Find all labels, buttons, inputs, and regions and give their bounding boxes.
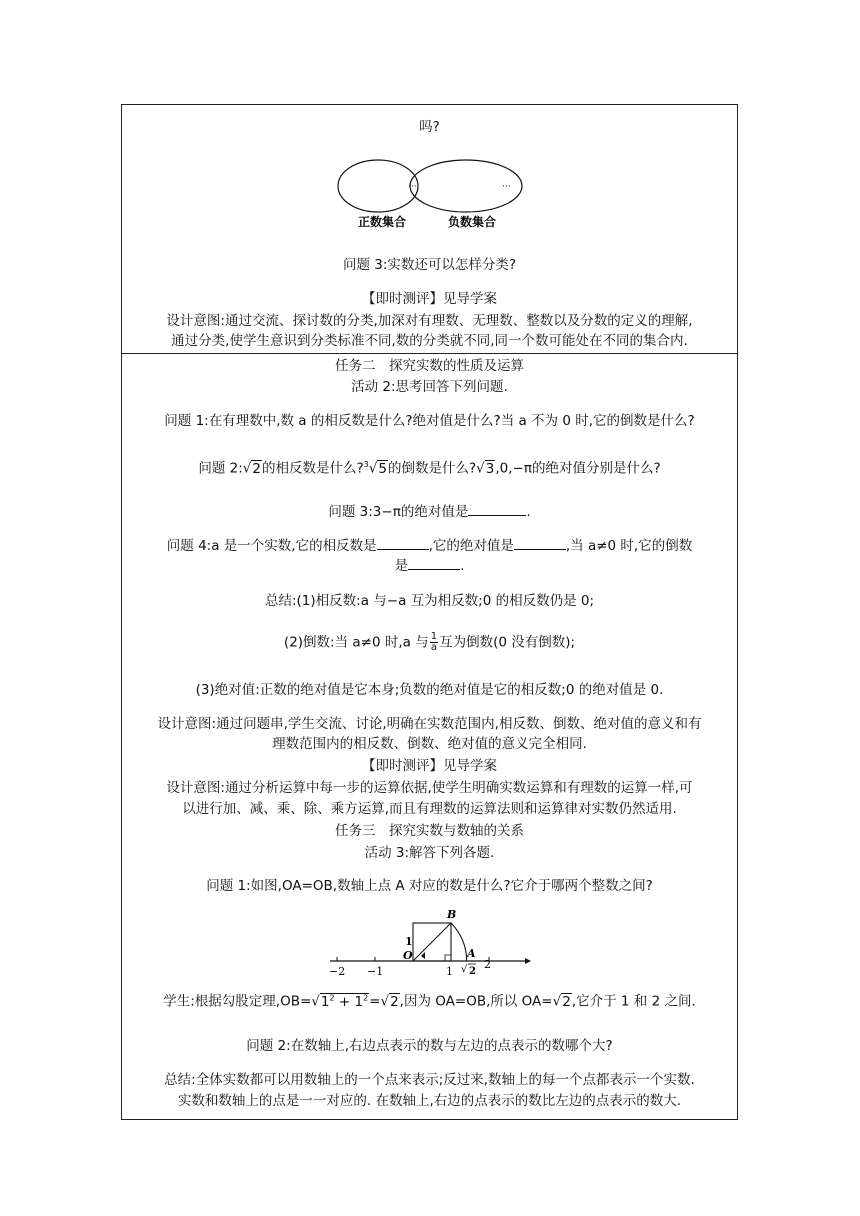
row-divider xyxy=(121,353,738,354)
arc-B-to-A xyxy=(451,923,467,961)
positive-set-label: 正数集合 xyxy=(358,215,407,229)
number-line-figure xyxy=(325,903,535,979)
tick-label-minus1: −1 xyxy=(367,965,384,978)
ma-text: 吗? xyxy=(419,119,440,135)
s2-intent1-line1: 设计意图:通过问题串,学生交流、讨论,明确在实数范围内,相反数、倒数、绝对值的意义和有 xyxy=(157,716,702,732)
s2-question-3: 问题 3:3−π的绝对值是 . xyxy=(328,504,531,520)
answer-blank[interactable] xyxy=(408,557,460,570)
sqrt2-radical: √ xyxy=(461,964,468,975)
s3-summary-line1: 总结:全体实数都可以用数轴上的一个点来表示;反过来,数轴上的每一个点都表示一个实数. xyxy=(164,1072,695,1088)
answer-blank[interactable] xyxy=(377,537,429,550)
s1-intent-line2: 通过分类,使学生意识到分类标准不同,数的分类就不同,同一个数可能处在不同的集合内. xyxy=(171,333,688,349)
answer-blank[interactable] xyxy=(468,503,526,516)
tick-label-1: 1 xyxy=(446,965,453,978)
s3-question-1: 问题 1:如图,OA=OB,数轴上点 A 对应的数是什么?它介于哪两个整数之间? xyxy=(206,878,653,894)
s2-intent2-line1: 设计意图:通过分析运算中每一步的运算依据,使学生明确实数运算和有理数的运算一样,可 xyxy=(166,780,693,796)
s2-question-4-line1: 问题 4:a 是一个实数,它的相反数是 ,它的绝对值是 ,当 a≠0 时,它的倒数 xyxy=(166,538,693,554)
s1-intent-line1: 设计意图:通过交流、探讨数的分类,加深对有理数、无理数、整数以及分数的定义的理解, xyxy=(166,313,693,329)
right-angle-mark xyxy=(445,955,451,961)
positive-set-ellipse xyxy=(338,160,418,212)
tick-label-2: 2 xyxy=(484,958,491,971)
s2-question-2: 问题 2:√2的相反数是什么?$^3$√5的倒数是什么?√3,0,−π的绝对值分别是什么? xyxy=(198,460,661,477)
summary-3: (3)绝对值:正数的绝对值是它本身;负数的绝对值是它的相反数;0 的绝对值是 0. xyxy=(195,682,664,698)
task-three-title: 任务三 探究实数与数轴的关系 xyxy=(335,823,524,839)
s2-intent1-line2: 理数范围内的相反数、倒数、绝对值的意义完全相同. xyxy=(272,736,587,752)
summary-2: (2)倒数:当 a≠0 时,a 与 $\frac{1}{a}$ 互为倒数(0 没有倒数); xyxy=(283,631,576,653)
origin-label: O xyxy=(403,949,413,962)
s2-question-1: 问题 1:在有理数中,数 a 的相反数是什么?绝对值是什么?当 a 不为 0 时,它的倒数是什么? xyxy=(164,413,695,429)
summary-1: 总结:(1)相反数:a 与−a 互为相反数;0 的相反数仍是 0; xyxy=(264,593,595,609)
venn-dots-left: ··· xyxy=(408,182,417,192)
venn-dots-right: ··· xyxy=(502,182,511,192)
s2-question-4-line2: 是 . xyxy=(394,558,465,574)
task-two-title: 任务二 探究实数的性质及运算 xyxy=(335,358,524,374)
activity-two: 活动 2:思考回答下列问题. xyxy=(351,379,508,395)
s3-summary-line2: 实数和数轴上的点是一一对应的. 在数轴上,右边的点表示的数比左边的点表示的数大. xyxy=(177,1093,682,1109)
s1-question-3: 问题 3:实数还可以怎样分类? xyxy=(342,257,517,273)
reciprocal-fraction: $\frac{1}{a}$ xyxy=(430,631,438,653)
venn-diagram xyxy=(330,158,530,234)
s1-instant-test: 【即时测评】见导学案 xyxy=(362,291,497,307)
point-B-label: B xyxy=(447,908,457,921)
activity-three: 活动 3:解答下列各题. xyxy=(364,845,495,861)
s2-intent2-line2: 以进行加、减、乘、除、乘方运算,而且有理数的运算法则和运算律对实数仍然适用. xyxy=(182,801,677,817)
answer-blank[interactable] xyxy=(514,537,566,550)
side-length-label: 1 xyxy=(405,935,413,948)
axis-arrow xyxy=(525,958,531,964)
sqrt2-label: 2 xyxy=(469,966,476,977)
student-answer: 学生:根据勾股定理$,OB=√1^2 + 1^2=√2$,因为 OA=OB,所以 OA=√2,它介于 1 和 2 之间. xyxy=(163,993,696,1010)
negative-set-label: 负数集合 xyxy=(448,215,497,229)
s3-question-2: 问题 2:在数轴上,右边点表示的数与左边的点表示的数哪个大? xyxy=(246,1038,613,1054)
point-A-label: A xyxy=(467,947,476,960)
tick-label-minus2: −2 xyxy=(329,965,346,978)
s2-instant-test: 【即时测评】见导学案 xyxy=(362,758,497,774)
